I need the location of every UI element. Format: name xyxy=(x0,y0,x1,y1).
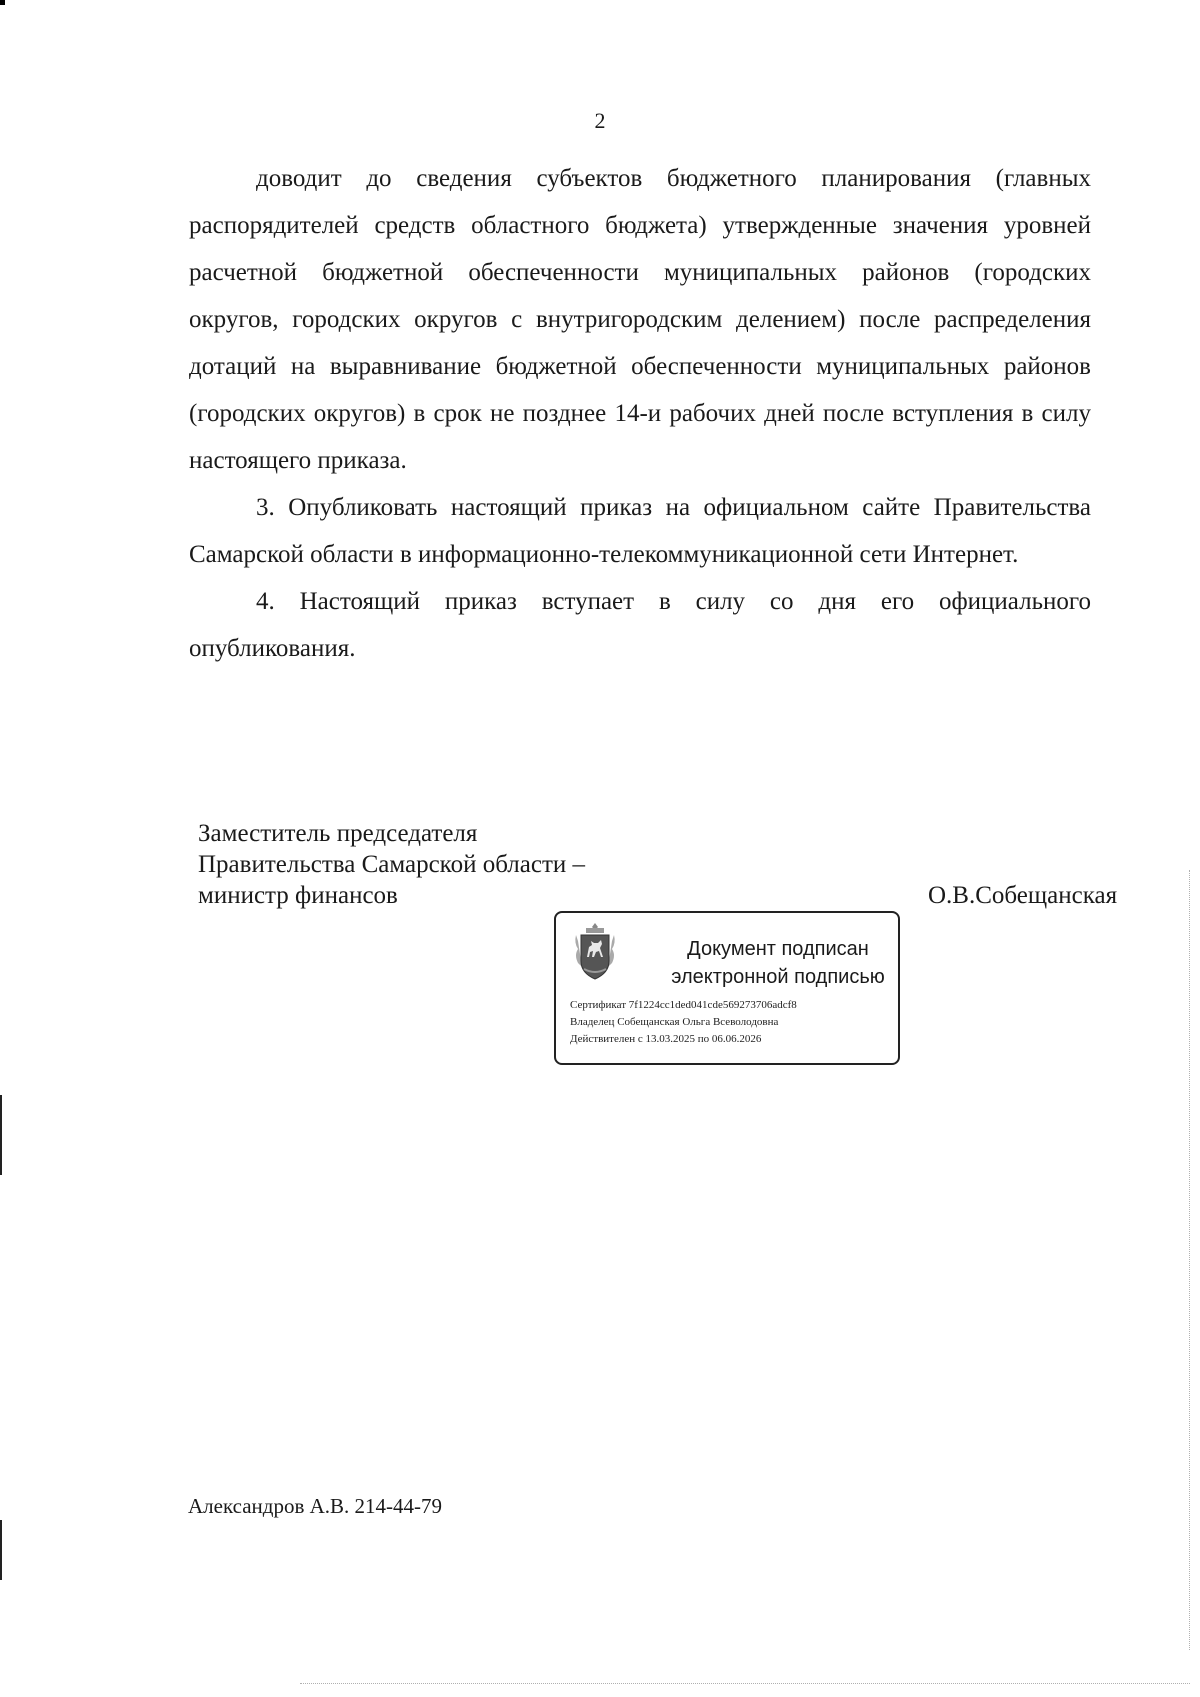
scan-bottom-edge xyxy=(300,1683,1190,1685)
scan-edge-mark xyxy=(0,1520,2,1580)
scan-corner-mark xyxy=(0,0,5,5)
position-line: Заместитель председателя xyxy=(198,820,478,847)
body-paragraph: 3. Опубликовать настоящий приказ на официальном сайте Правительства Самарской области в информационно-телекоммуникационной сети Интернет. xyxy=(189,494,1091,568)
position-line: министр финансов xyxy=(198,882,398,909)
stamp-title xyxy=(668,935,888,991)
electronic-signature-stamp xyxy=(554,911,900,1065)
stamp-details xyxy=(570,997,797,1048)
stamp-title-line: электронной подписью xyxy=(671,966,885,988)
body-paragraph: 4. Настоящий приказ вступает в силу со дня его официального опубликования. xyxy=(189,588,1091,662)
signatory-position xyxy=(198,818,585,911)
certificate-number: Сертификат 7f1224cc1ded041cde569273706adcf8 xyxy=(570,999,797,1011)
stamp-title-line: Документ подписан xyxy=(687,938,869,960)
scan-edge-mark xyxy=(0,1095,2,1175)
scan-right-edge xyxy=(1188,870,1190,1650)
certificate-validity: Действителен с 13.03.2025 по 06.06.2026 xyxy=(570,1033,762,1045)
document-body xyxy=(189,155,1091,672)
signatory-name: О.В.Собещанская xyxy=(928,882,1118,909)
body-paragraph: доводит до сведения субъектов бюджетного планирования (главных распорядителей средств областного бюджета) утвержденные значения уровней расчетной бюджетной обеспеченности муниципальных районов (городских округов, городских округов с внутригородским делением) после распределения дотаций на выравнивание бюджетной обеспеченности муниципальных районов (городских округов) в срок не позднее 14-и рабочих дней после вступления в силу настоящего приказа. xyxy=(189,165,1091,474)
position-line: Правительства Самарской области – xyxy=(198,851,586,878)
samara-coat-of-arms-icon xyxy=(570,921,620,983)
executor-contact: Александров А.В. 214-44-79 xyxy=(188,1494,443,1518)
certificate-owner: Владелец Собещанская Ольга Всеволодовна xyxy=(570,1016,779,1028)
page-number: 2 xyxy=(594,108,606,133)
